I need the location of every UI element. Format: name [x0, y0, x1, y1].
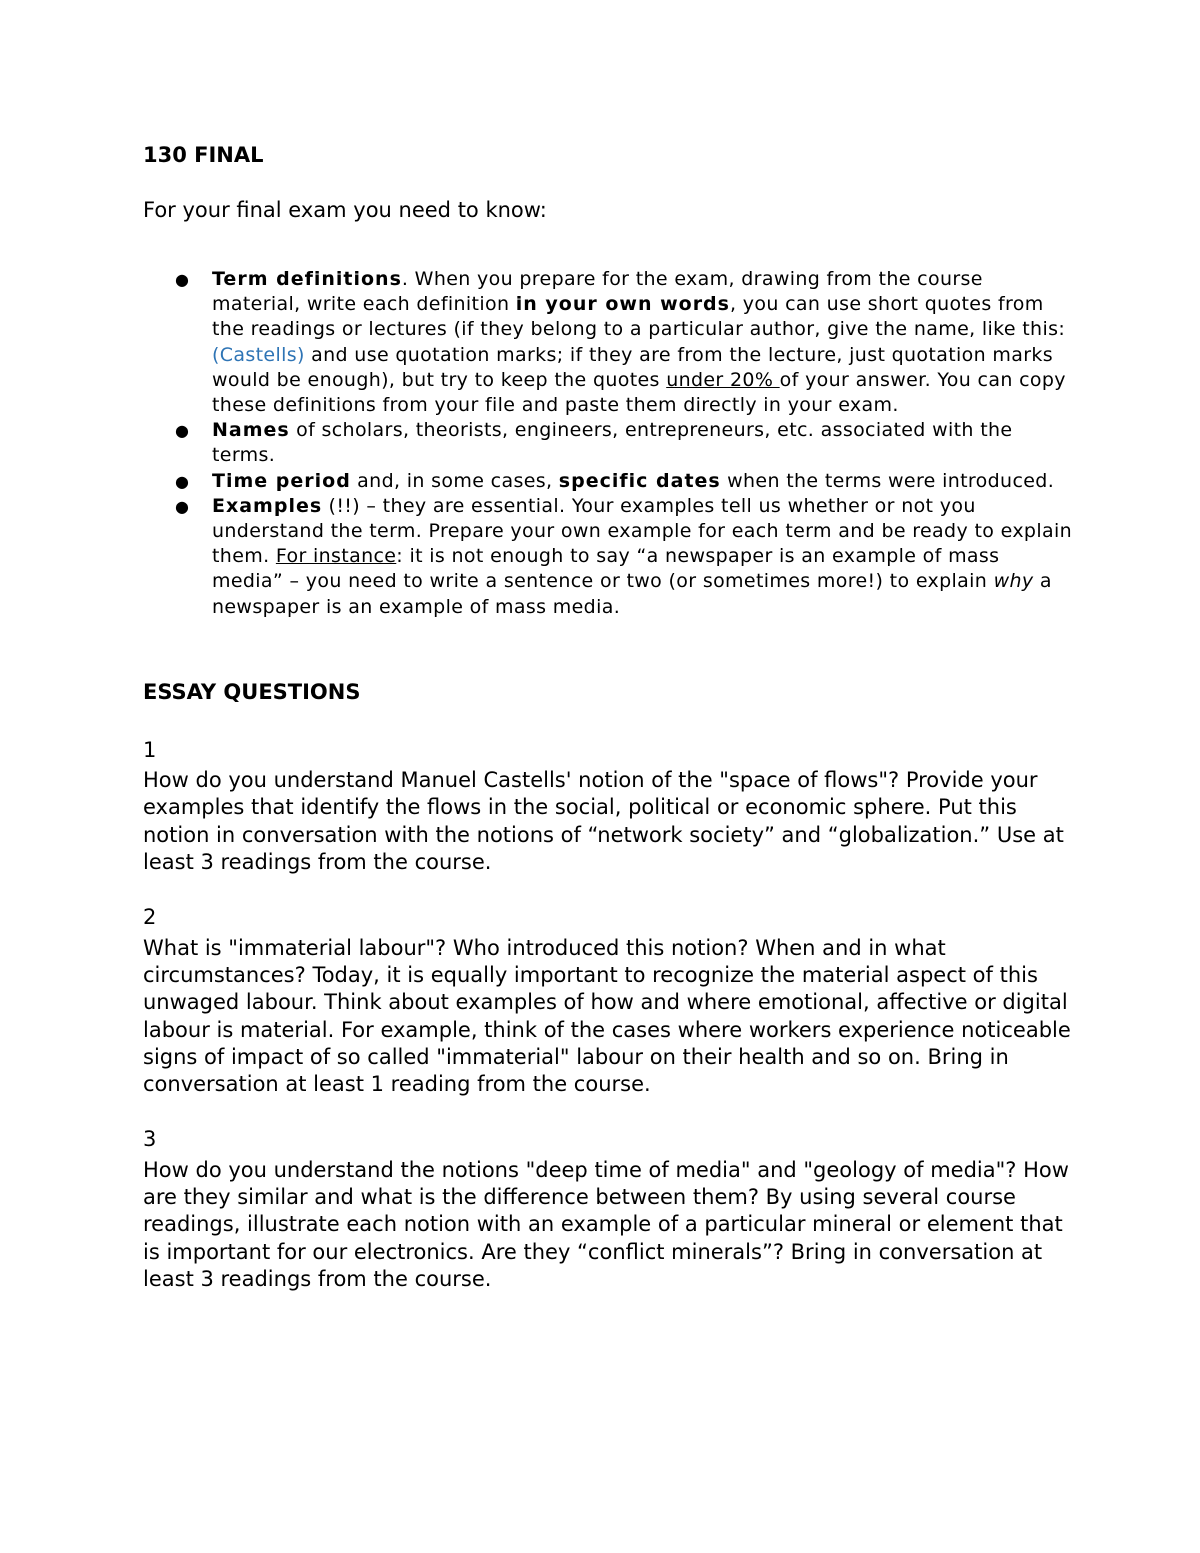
- requirements-list: [143, 267, 1073, 620]
- essay-question: [143, 737, 1073, 876]
- essay-question: [143, 1126, 1073, 1293]
- bullet-lead: Term definitions: [212, 268, 402, 290]
- intro-text: For your final exam you need to know:: [143, 198, 547, 222]
- bullet-icon: ●: [175, 471, 190, 491]
- bullet-icon: ●: [175, 421, 190, 441]
- emphasis-text: specific dates: [558, 469, 721, 492]
- question-text: How do you understand Manuel Castells' notion of the "space of flows"? Provide your examples that identify the flows in the social, political or economic sphere. Put this notion in conversation with the notions of “network society” and “globalization.” Use at least 3 readings from the course.: [143, 768, 1064, 875]
- bullet-text: and, in some cases,: [350, 469, 559, 492]
- bullet-icon: ●: [175, 496, 190, 516]
- bullet-text: of scholars, theorists, engineers, entrepreneurs, etc. associated with the terms.: [212, 419, 1013, 467]
- bullet-text: of your answer. You can copy these definitions from your file and paste them directly in your exam.: [212, 368, 1066, 417]
- bullet-text: : it is not enough to say “a newspaper is an example of mass media” – you need to write a sentence or two (or sometimes more!) to explain: [212, 545, 1000, 593]
- list-item-time-period: [143, 469, 1073, 494]
- question-number: 3: [143, 1127, 157, 1152]
- underlined-text: under 20%: [666, 368, 780, 391]
- essay-question: [143, 904, 1073, 1098]
- emphasis-text: in your own words: [515, 293, 730, 316]
- essay-questions-heading: ESSAY QUESTIONS: [143, 679, 361, 704]
- bullet-text: and use quotation marks; if they are from the lecture, just quotation marks would be enough), but try to keep the quotes: [212, 343, 1053, 391]
- citation-example: (Castells): [212, 343, 305, 366]
- document-page: [143, 138, 1073, 1293]
- question-number: 1: [143, 737, 157, 762]
- bullet-text: when the terms were introduced.: [720, 469, 1055, 492]
- question-text: What is "immaterial labour"? Who introduced this notion? When and in what circumstances? Today, it is equally important to recognize the material aspect of this unwaged labour. Think about examples of how and where emotional, affective or digital labour is material. For example, think of the cases where workers experience noticeable signs of impact of so called "immaterial" labour on their health and so on. Bring in conversation at least 1 reading from the course.: [143, 935, 1071, 1097]
- question-number: 2: [143, 905, 157, 930]
- bullet-lead: Names: [212, 419, 290, 442]
- underlined-text: For instance: [275, 545, 397, 568]
- question-text: How do you understand the notions "deep time of media" and "geology of media"? How are they similar and what is the difference between them? By using several course readings, illustrate each notion with an example of a particular mineral or element that is important for our electronics. Are they “conflict minerals”? Bring in conversation at least 3 readings from the course.: [143, 1157, 1069, 1291]
- bullet-lead: Time period: [212, 469, 351, 492]
- bullet-text: . When you prepare for the exam, drawing from the course material, write each definition: [212, 268, 983, 316]
- list-item-names: [143, 418, 1073, 468]
- italic-text: why: [993, 570, 1034, 593]
- list-item-examples: [143, 494, 1073, 620]
- bullet-text: (!!) – they are essential. Your examples tell us whether or not you understand the term. Prepare your own example for each term and be ready to explain them.: [212, 494, 1072, 568]
- list-item-term-definitions: [143, 267, 1073, 418]
- bullet-text: , you can use short quotes from the readings or lectures (if they belong to a particular author, give the name, like this:: [212, 293, 1066, 341]
- bullet-icon: ●: [175, 270, 190, 289]
- document-title: 130 FINAL: [143, 143, 264, 167]
- bullet-text: a newspaper is an example of mass media.: [212, 570, 1052, 618]
- bullet-lead: Examples: [212, 494, 323, 517]
